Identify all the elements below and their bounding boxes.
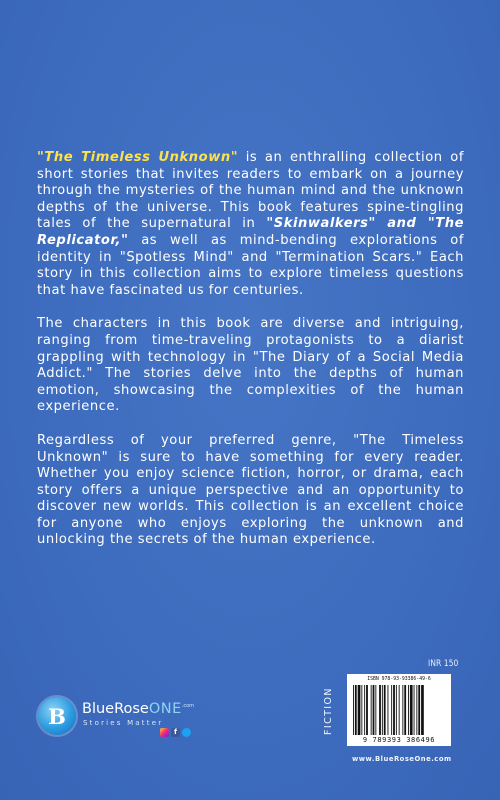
blurb-text: as well as mind-bending explorations of identity in "Spotless Mind" and "Termination Scars." Each story in this collection aims to explore timeless questions that have fascinated us for centuries.: [37, 232, 464, 298]
publisher-website: www.BlueRoseOne.com: [352, 755, 452, 763]
price-label: INR 150: [428, 659, 459, 669]
blurb-paragraph-1: [37, 150, 464, 299]
logo-badge-icon: [38, 697, 76, 735]
isbn-label: ISBN 978-93-93386-49-6: [367, 677, 431, 682]
blurb-paragraph-3: Regardless of your preferred genre, "The Timeless Unknown" is sure to have something for every reader. Whether you enjoy science fiction, horror, or drama, each story offers a unique perspective and an opportunity to discover new worlds. This collection is an excellent choice for anyone who enjoys exploring the unknown and unlocking the secrets of the human experience.: [37, 432, 464, 548]
barcode-bars: [351, 685, 447, 735]
publisher-logo: [38, 697, 195, 747]
story-titles-emphasis: "Skinwalkers" and "The Replicator,": [37, 216, 464, 248]
book-title-highlight: "The Timeless Unknown": [37, 150, 239, 165]
blurb-paragraph-2: The characters in this book are diverse and intriguing, ranging from time-traveling protagonists to a diarist grappling with technology in "The Diary of a Social Media Addict." The stories delve into the depths of human emotion, showcasing the complexities of the human experience.: [37, 316, 464, 415]
publisher-tagline: Stories Matter: [83, 719, 164, 727]
publisher-name: [82, 701, 194, 717]
blurb-text: is an enthralling collection of short stories that invites readers to embark on a journey through the mysteries of the human mind and the unknown depths of the universe. This book features spine-tingling tales of the supernatural in: [37, 150, 464, 232]
publisher-name-suffix: .com: [181, 703, 195, 710]
instagram-icon: [160, 728, 169, 737]
social-icons: [160, 728, 191, 737]
publisher-name-accent: ONE: [148, 701, 182, 717]
publisher-name-main: BlueRose: [82, 701, 149, 717]
barcode-number: 9 789393 386496: [362, 736, 436, 744]
logo-badge-letter: B: [48, 704, 66, 729]
isbn-barcode: [347, 674, 451, 746]
genre-label: FICTION: [323, 687, 334, 735]
facebook-icon: f: [171, 728, 180, 737]
twitter-icon: [182, 728, 191, 737]
book-blurb: [37, 150, 464, 566]
